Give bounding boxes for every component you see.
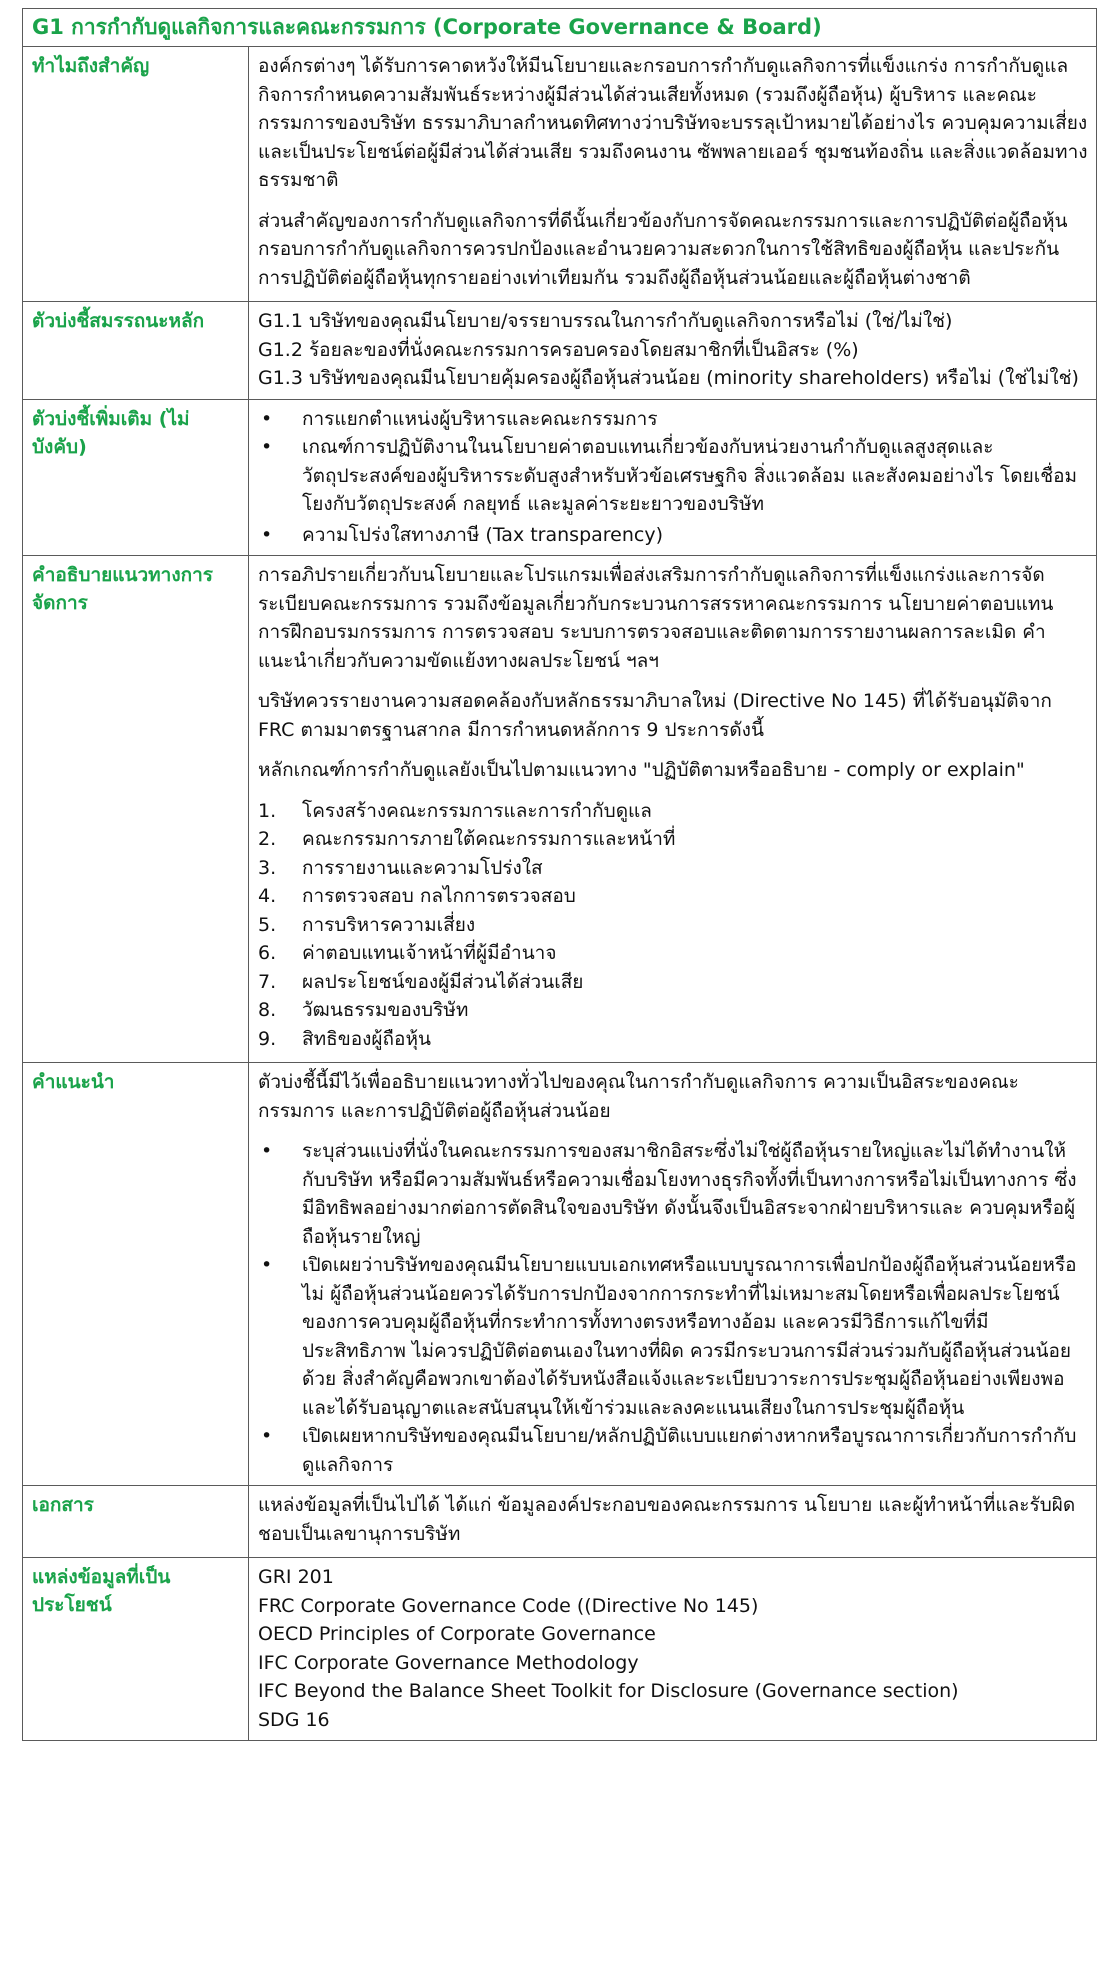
list-item-text: เกณฑ์การปฏิบัติงานในนโยบายค่าตอบแทนเกี่ยวข้องกับหน่วยงานกำกับดูแลสูงสุดและวัตถุประสงค์ของผู้บริหารระดับสูงสำหรับหัวข้อเศรษฐกิจ สิ่งแวดล้อม และสังคมอย่างไร โดยเชื่อมโยงกับวัตถุประสงค์ กลยุทธ์ และมูลค่าระยะยาวของบริษัท xyxy=(302,436,1078,515)
list-item xyxy=(258,968,1088,997)
row-content-documents xyxy=(249,1486,1097,1558)
list-item xyxy=(258,797,1088,826)
list-item xyxy=(258,433,1088,519)
list-item xyxy=(258,939,1088,968)
paragraph: หลักเกณฑ์การกำกับดูแลยังเป็นไปตามแนวทาง "ปฏิบัติตามหรืออธิบาย - comply or explain" xyxy=(258,759,1025,781)
source-item: FRC Corporate Governance Code ((Directive No 145) xyxy=(258,1594,759,1617)
list-number: 4. xyxy=(258,885,277,907)
bullet-list xyxy=(258,405,1088,550)
row-label-core-indicators: ตัวบ่งชี้สมรรถนะหลัก xyxy=(23,302,249,400)
indicator-g1-1: G1.1 บริษัทของคุณมีนโยบาย/จรรยาบรรณในการกำกับดูแลกิจการหรือไม่ (ใช่/ไม่ใช่) xyxy=(258,310,953,332)
list-item-text: ค่าตอบแทนเจ้าหน้าที่ผู้มีอำนาจ xyxy=(302,942,557,964)
governance-table xyxy=(22,8,1097,1741)
row-guidance xyxy=(23,1063,1097,1486)
bullet-icon: • xyxy=(261,407,273,430)
paragraph: ตัวบ่งชี้นี้มีไว้เพื่ออธิบายแนวทางทั่วไปของคุณในการกำกับดูแลกิจการ ความเป็นอิสระของคณะกรรมการ และการปฏิบัติต่อผู้ถือหุ้นส่วนน้อย xyxy=(258,1071,1019,1122)
row-content-why-important xyxy=(249,47,1097,302)
table-header-row xyxy=(23,9,1097,47)
list-item-text: การแยกตำแหน่งผู้บริหารและคณะกรรมการ xyxy=(302,407,658,430)
row-content-guidance xyxy=(249,1063,1097,1486)
row-additional-indicators xyxy=(23,399,1097,556)
source-item: OECD Principles of Corporate Governance xyxy=(258,1623,656,1645)
row-label-management-approach: คำอธิบายแนวทางการจัดการ xyxy=(23,556,249,1063)
paragraph: องค์กรต่างๆ ได้รับการคาดหวังให้มีนโยบายและกรอบการกำกับดูแลกิจการที่แข็งแกร่ง การกำกับดูแลกิจการกำหนดความสัมพันธ์ระหว่างผู้มีส่วนได้ส่วนเสียทั้งหมด (รวมถึงผู้ถือหุ้น) ผู้บริหาร และคณะกรรมการของบริษัท ธรรมาภิบาลกำหนดทิศทางว่าบริษัทจะบรรลุเป้าหมายได้อย่างไร ควบคุมความเสี่ยงและเป็นประโยชน์ต่อผู้มีส่วนได้ส่วนเสีย รวมถึงคนงาน ซัพพลายเออร์ ชุมชนท้องถิ่น และสิ่งแวดล้อมทางธรรมชาติ xyxy=(258,55,1088,191)
row-content-management-approach xyxy=(249,556,1097,1063)
list-item-text: เปิดเผยหากบริษัทของคุณมีนโยบาย/หลักปฏิบัติแบบแยกต่างหากหรือบูรณาการเกี่ยวกับการกำกับดูแลกิจการ xyxy=(302,1425,1077,1476)
paragraph: ส่วนสำคัญของการกำกับดูแลกิจการที่ดีนั้นเกี่ยวข้องกับการจัดคณะกรรมการและการปฏิบัติต่อผู้ถือหุ้นกรอบการกำกับดูแลกิจการควรปกป้องและอำนวยความสะดวกในการใช้สิทธิของผู้ถือหุ้น และประกันการปฏิบัติต่อผู้ถือหุ้นทุกรายอย่างเท่าเทียมกัน รวมถึงผู้ถือหุ้นส่วนน้อยและผู้ถือหุ้นต่างชาติ xyxy=(258,209,1068,289)
list-item-text: โครงสร้างคณะกรรมการและการกำกับดูแล xyxy=(302,799,652,822)
list-item-text: การรายงานและความโปร่งใส xyxy=(302,856,543,879)
list-item-text: ผลประโยชน์ของผู้มีส่วนได้ส่วนเสีย xyxy=(302,970,584,993)
list-item xyxy=(258,882,1088,911)
list-item-text: ความโปร่งใสทางภาษี (Tax transparency) xyxy=(302,523,663,546)
paragraph: แหล่งข้อมูลที่เป็นไปได้ ได้แก่ ข้อมูลองค์ประกอบของคณะกรรมการ นโยบาย และผู้ทำหน้าที่และรับผิดชอบเป็นเลขานุการบริษัท xyxy=(258,1494,1076,1545)
bullet-icon: • xyxy=(261,1425,273,1447)
indicator-g1-2: G1.2 ร้อยละของที่นั่งคณะกรรมการครอบครองโดยสมาชิกที่เป็นอิสระ (%) xyxy=(258,338,859,361)
bullet-icon: • xyxy=(261,523,273,546)
source-item: IFC Beyond the Balance Sheet Toolkit for Disclosure (Governance section) xyxy=(258,1680,959,1702)
bullet-icon: • xyxy=(261,1254,273,1276)
list-number: 6. xyxy=(258,942,277,964)
list-item xyxy=(258,825,1088,854)
list-number: 1. xyxy=(258,799,277,822)
bullet-list xyxy=(258,1137,1088,1479)
list-item xyxy=(258,1251,1088,1422)
list-number: 3. xyxy=(258,856,277,879)
list-item-text: คณะกรรมการภายใต้คณะกรรมการและหน้าที่ xyxy=(302,828,676,850)
list-item xyxy=(258,405,1088,434)
table-title: G1 การกำกับดูแลกิจการและคณะกรรมการ (Corporate Governance & Board) xyxy=(23,9,1097,47)
list-item-text: เปิดเผยว่าบริษัทของคุณมีนโยบายแบบเอกเทศหรือแบบบูรณาการเพื่อปกป้องผู้ถือหุ้นส่วนน้อยหรือไม่ ผู้ถือหุ้นส่วนน้อยควรได้รับการปกป้องจากการกระทำที่ไม่เหมาะสมโดยหรือเพื่อผลประโยชน์ของการควบคุมผู้ถือหุ้นที่กระทำการทั้งทางตรงหรือทางอ้อม และควรมีวิธีการแก้ไขที่มีประสิทธิภาพ ไม่ควรปฏิบัติต่อตนเองในทางที่ผิด ควรมีกระบวนการมีส่วนร่วมกับผู้ถือหุ้นส่วนน้อยด้วย สิ่งสำคัญคือพวกเขาต้องได้รับหนังสือแจ้งและระเบียบวาระการประชุมผู้ถือหุ้นอย่างเพียงพอ และได้รับอนุญาตและสนับสนุนให้เข้าร่วมและลงคะแนนเสียงในการประชุมผู้ถือหุ้น xyxy=(302,1254,1077,1419)
row-management-approach xyxy=(23,556,1097,1063)
list-item xyxy=(258,854,1088,883)
list-number: 2. xyxy=(258,828,277,850)
list-item-text: การตรวจสอบ กลไกการตรวจสอบ xyxy=(302,885,576,907)
row-content-useful-sources xyxy=(249,1558,1097,1741)
paragraph: บริษัทควรรายงานความสอดคล้องกับหลักธรรมาภิบาลใหม่ (Directive No 145) ที่ได้รับอนุมัติจาก FRC ตามมาตรฐานสากล มีการกำหนดหลักการ 9 ประการดังนี้ xyxy=(258,690,1052,741)
paragraph: การอภิปรายเกี่ยวกับนโยบายและโปรแกรมเพื่อส่งเสริมการกำกับดูแลกิจการที่แข็งแกร่งและการจัดระเบียบคณะกรรมการ รวมถึงข้อมูลเกี่ยวกับกระบวนการสรรหาคณะกรรมการ นโยบายค่าตอบแทน การฝึกอบรมกรรมการ การตรวจสอบ ระบบการตรวจสอบและติดตามการรายงานผลการละเมิด คำแนะนำเกี่ยวกับความขัดแย้งทางผลประโยชน์ ฯลฯ xyxy=(258,564,1054,672)
row-label-documents: เอกสาร xyxy=(23,1486,249,1558)
row-label-additional-indicators: ตัวบ่งชี้เพิ่มเติม (ไม่บังคับ) xyxy=(23,399,249,556)
row-core-indicators xyxy=(23,302,1097,400)
bullet-icon: • xyxy=(261,1140,273,1162)
governance-document xyxy=(22,8,1096,1741)
row-useful-sources xyxy=(23,1558,1097,1741)
source-item: IFC Corporate Governance Methodology xyxy=(258,1651,639,1674)
list-number: 7. xyxy=(258,970,277,993)
list-item-text: ระบุส่วนแบ่งที่นั่งในคณะกรรมการของสมาชิกอิสระซึ่งไม่ใช่ผู้ถือหุ้นรายใหญ่และไม่ได้ทำงานให้กับบริษัท หรือมีความสัมพันธ์หรือความเชื่อมโยงทางธุรกิจทั้งที่เป็นทางการหรือไม่เป็นทางการ ซึ่งมีอิทธิพลอย่างมากต่อการตัดสินใจของบริษัท ดังนั้นจึงเป็นอิสระจากฝ่ายบริหารและ ควบคุมหรือผู้ถือหุ้นรายใหญ่ xyxy=(302,1140,1077,1248)
list-item xyxy=(258,1422,1088,1479)
row-label-useful-sources: แหล่งข้อมูลที่เป็นประโยชน์ xyxy=(23,1558,249,1741)
list-number: 8. xyxy=(258,999,277,1021)
source-item: GRI 201 xyxy=(258,1566,334,1588)
row-why-important xyxy=(23,47,1097,302)
list-item xyxy=(258,1137,1088,1251)
row-label-why-important: ทำไมถึงสำคัญ xyxy=(23,47,249,302)
row-content-additional-indicators xyxy=(249,399,1097,556)
list-item xyxy=(258,911,1088,940)
indicator-g1-3: G1.3 บริษัทของคุณมีนโยบายคุ้มครองผู้ถือหุ้นส่วนน้อย (minority shareholders) หรือไม่ (ใช่ไม่ใช่) xyxy=(258,367,1079,389)
list-item-text: สิทธิของผู้ถือหุ้น xyxy=(302,1027,431,1050)
list-number: 9. xyxy=(258,1027,277,1050)
row-content-core-indicators xyxy=(249,302,1097,400)
list-item xyxy=(258,521,1088,550)
row-label-guidance: คำแนะนำ xyxy=(23,1063,249,1486)
principles-list xyxy=(258,797,1088,1054)
list-item-text: วัฒนธรรมของบริษัท xyxy=(302,999,469,1021)
list-item xyxy=(258,996,1088,1025)
bullet-icon: • xyxy=(261,436,273,458)
row-documents xyxy=(23,1486,1097,1558)
list-item-text: การบริหารความเสี่ยง xyxy=(302,913,476,936)
list-item xyxy=(258,1025,1088,1054)
list-number: 5. xyxy=(258,913,277,936)
source-item: SDG 16 xyxy=(258,1708,330,1731)
